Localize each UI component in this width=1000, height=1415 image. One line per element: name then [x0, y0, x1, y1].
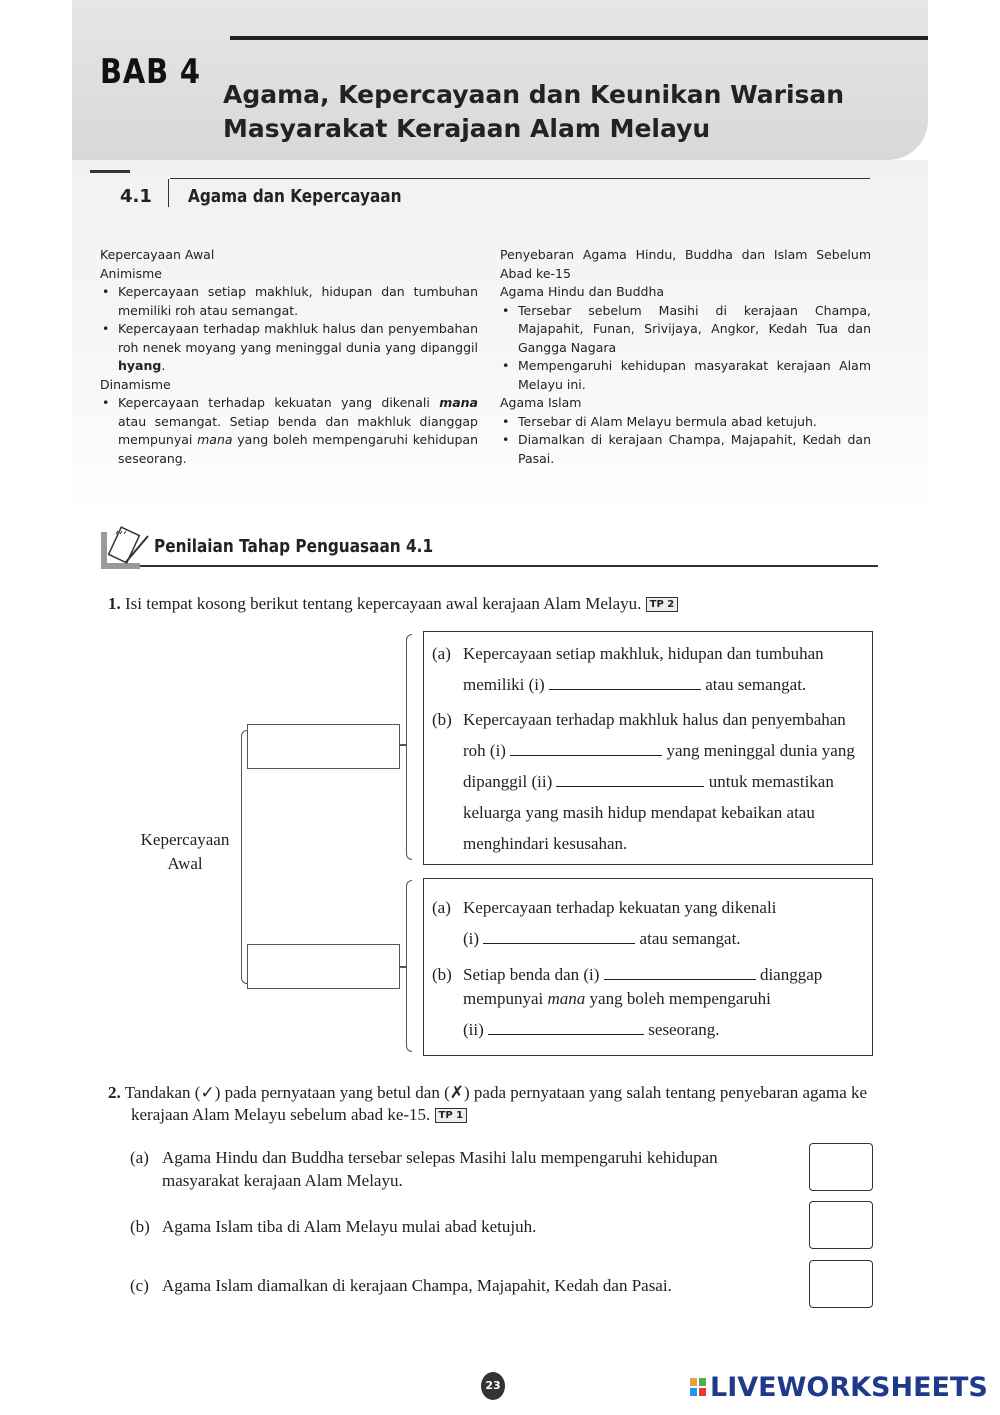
notes-heading: Kepercayaan Awal	[100, 247, 215, 262]
section-number: 4.1	[120, 186, 152, 207]
section-title: Agama dan Kepercayaan	[188, 186, 402, 207]
root-label: Kepercayaan Awal	[140, 830, 230, 873]
tp-badge: TP 1	[435, 1108, 468, 1123]
dinamisme-title: Dinamisme	[100, 376, 171, 392]
islam-title: Agama Islam	[500, 395, 582, 410]
page-number: 23	[481, 1372, 505, 1400]
dinamisme-list	[100, 394, 478, 468]
islam-list	[500, 413, 871, 469]
hindu-list	[500, 302, 871, 395]
tp-badge: TP 2	[646, 597, 679, 612]
list-item: • Tersebar di Alam Melayu bermula abad ketujuh.	[500, 413, 871, 432]
hindu-buddha-title: Agama Hindu dan Buddha	[500, 284, 665, 299]
section-rule	[170, 178, 870, 179]
answer-checkbox-b[interactable]	[809, 1201, 873, 1249]
pencil-note-icon	[100, 522, 152, 570]
header-rule	[230, 36, 928, 40]
list-item: • Mempengaruhi kehidupan masyarakat kerajaan Alam Melayu ini.	[500, 357, 871, 394]
assessment-rule	[140, 565, 878, 567]
blank-b-i[interactable]	[604, 968, 756, 980]
brace-box-1	[406, 634, 412, 860]
blank-b-i[interactable]	[510, 744, 662, 756]
brace-tip	[400, 744, 407, 746]
question-1	[108, 594, 678, 614]
list-item: • Kepercayaan setiap makhluk, hidupan dan tumbuhan memiliki roh atau semangat.	[100, 283, 478, 320]
blank-b-ii[interactable]	[488, 1023, 644, 1035]
animisme-box: (a) Kepercayaan setiap makhluk, hidupan dan tumbuhan memiliki (i) atau semangat. (b) Kepercayaan terhadap makhluk halus dan penyembahan roh (i) yang meninggal dunia yang dipanggil (ii) untuk memastikan keluarga yang masih hidup mendapat kebaikan atau menghindari kesusahan.	[423, 631, 873, 865]
list-item: • Diamalkan di kerajaan Champa, Majapahit, Kedah dan Pasai.	[500, 431, 871, 468]
notes-right-column	[500, 246, 871, 468]
animisme-list	[100, 283, 478, 376]
answer-checkbox-c[interactable]	[809, 1260, 873, 1308]
chapter-label: BAB 4	[100, 52, 201, 92]
statement-c: (c) Agama Islam diamalkan di kerajaan Champa, Majapahit, Kedah dan Pasai.	[130, 1276, 672, 1295]
chapter-title: Agama, Kepercayaan dan Keunikan Warisan Masyarakat Kerajaan Alam Melayu	[223, 80, 845, 143]
dinamisme-box: (a) Kepercayaan terhadap kekuatan yang dikenali (i) atau semangat. (b) Setiap benda dan (i) dianggap mempunyai mana yang boleh mempengaruhi (ii) seseorang.	[423, 878, 873, 1056]
blank-a-i[interactable]	[483, 932, 635, 944]
blank-b-ii[interactable]	[556, 775, 704, 787]
list-item: • Kepercayaan terhadap kekuatan yang dikenali mana atau semangat. Setiap benda dan makhluk dianggap mempunyai mana yang boleh mempengaruhi kehidupan seseorang.	[100, 394, 478, 468]
list-item: • Tersebar sebelum Masihi di kerajaan Champa, Majapahit, Funan, Srivijaya, Angkor, Kedah Tua dan Gangga Nagara	[500, 302, 871, 358]
animisme-title: Animisme	[100, 265, 162, 281]
blank-a-i[interactable]	[549, 678, 701, 690]
liveworksheets-logo-icon	[690, 1378, 706, 1396]
section-divider	[168, 179, 169, 207]
notes-left-column	[100, 246, 478, 468]
answer-box-1[interactable]	[247, 724, 400, 769]
list-item: • Kepercayaan terhadap makhluk halus dan penyembahan roh nenek moyang yang meninggal dunia yang dipanggil hyang.	[100, 320, 478, 376]
section-dash	[90, 170, 130, 173]
brace-tip	[400, 966, 407, 968]
statement-a: (a) Agama Hindu dan Buddha tersebar selepas Masihi lalu mempengaruhi kehidupan masyarakat kerajaan Alam Melayu.	[130, 1148, 718, 1190]
answer-box-2[interactable]	[247, 944, 400, 989]
statement-b: (b) Agama Islam tiba di Alam Melayu mulai abad ketujuh.	[130, 1217, 537, 1236]
notes-heading: Penyebaran Agama Hindu, Buddha dan Islam Sebelum Abad ke-15	[500, 247, 871, 281]
question-number: 1.	[108, 594, 121, 613]
answer-checkbox-a[interactable]	[809, 1143, 873, 1191]
brand-name: LIVEWORKSHEETS	[710, 1372, 988, 1403]
assessment-title: Penilaian Tahap Penguasaan 4.1	[154, 536, 434, 557]
question-2: 2. Tandakan (✓) pada pernyataan yang betul dan (✗) pada pernyataan yang salah tentang penyebaran agama ke kerajaan Alam Melayu sebelum abad ke-15. TP 1	[108, 1083, 868, 1124]
question-text: Isi tempat kosong berikut tentang kepercayaan awal kerajaan Alam Melayu.	[125, 594, 642, 613]
